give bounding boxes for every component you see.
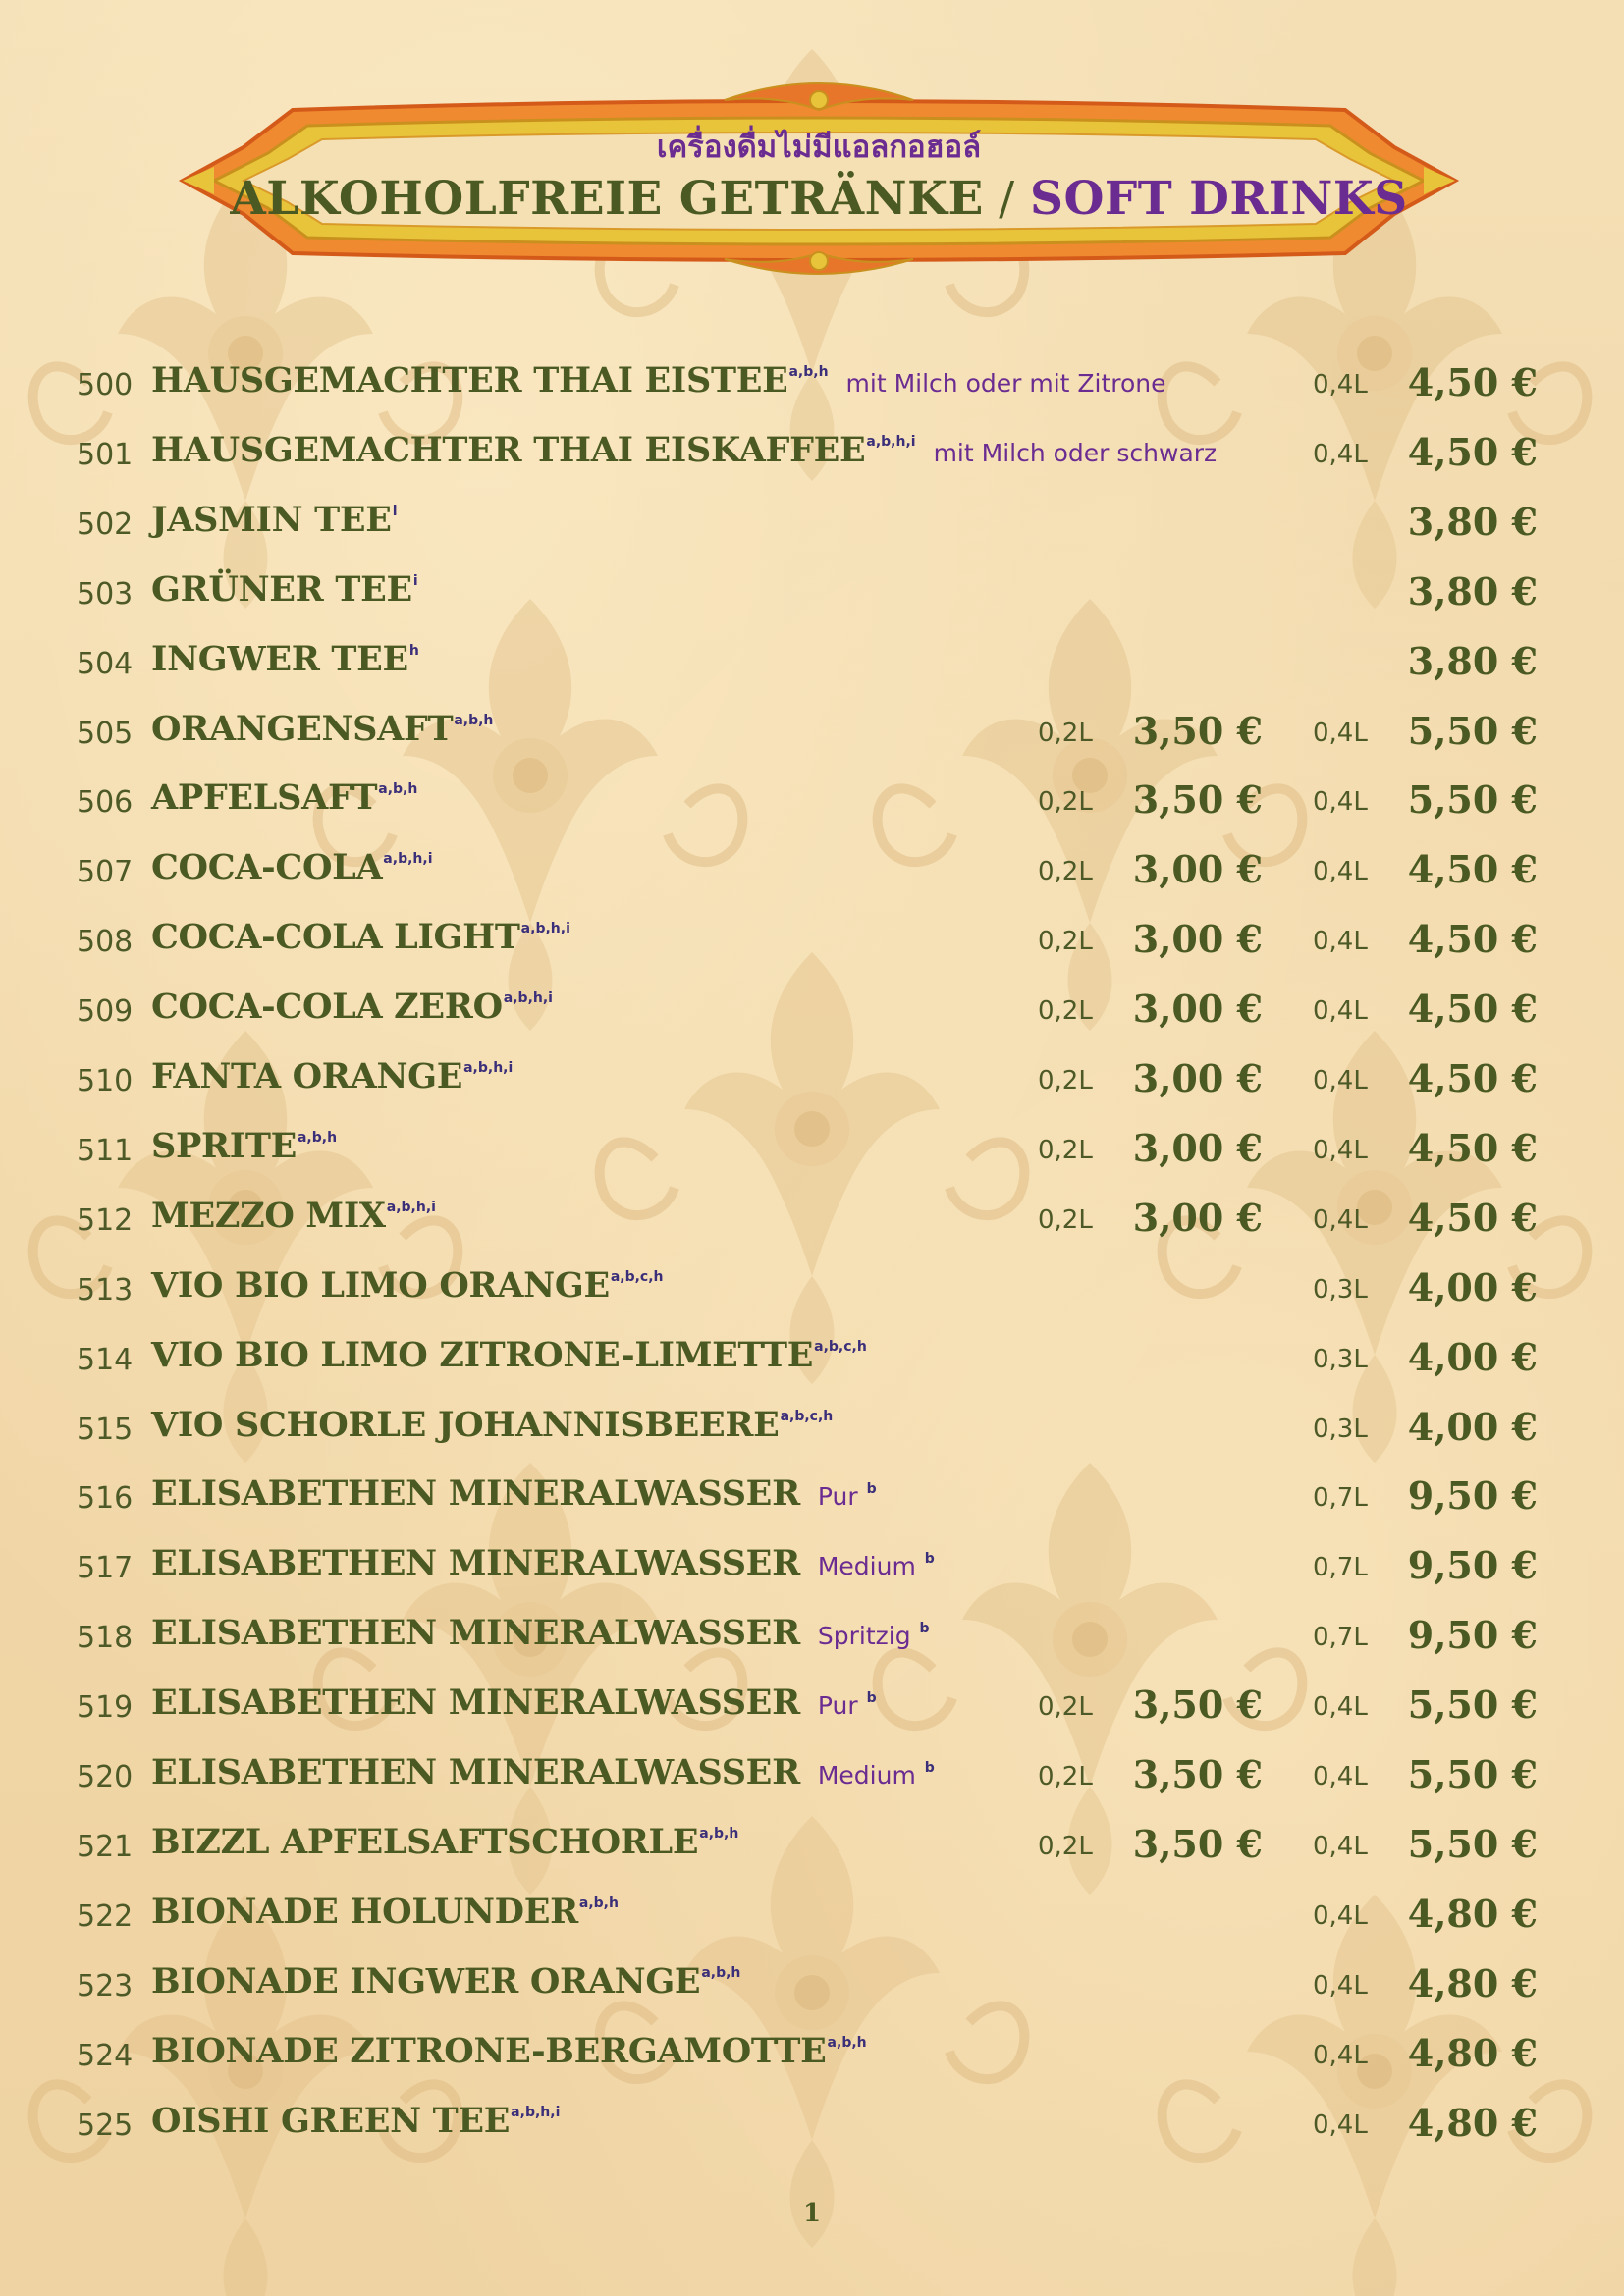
menu-item xyxy=(0,1044,1624,1113)
item-name-text: ELISABETHEN MINERALWASSER xyxy=(151,1473,800,1515)
title-german: ALKOHOLFREIE GETRÄNKE xyxy=(230,172,984,226)
large-price: 5,50 € xyxy=(1407,708,1538,753)
menu-item xyxy=(0,1114,1624,1183)
large-price: 9,50 € xyxy=(1407,1473,1538,1519)
large-price: 4,50 € xyxy=(1407,917,1538,962)
allergen-codes: a,b,h xyxy=(378,781,418,798)
item-name-text: BIONADE HOLUNDER xyxy=(151,1891,578,1932)
allergen-codes: a,b,h,i xyxy=(866,433,916,450)
menu-item xyxy=(0,1184,1624,1253)
small-price: 3,00 € xyxy=(1132,917,1263,962)
large-price: 4,00 € xyxy=(1407,1334,1538,1379)
large-size: 0,4L xyxy=(1313,439,1368,469)
allergen-codes: a,b,h xyxy=(578,1895,619,1911)
large-price: 4,50 € xyxy=(1407,987,1538,1032)
item-name-text: COCA-COLA LIGHT xyxy=(151,917,520,958)
menu-item xyxy=(0,488,1624,557)
allergen-codes: a,b,h xyxy=(699,1825,739,1842)
large-price: 3,80 € xyxy=(1407,638,1538,683)
large-size: 0,4L xyxy=(1313,857,1368,887)
small-size: 0,2L xyxy=(1038,1135,1093,1165)
menu-item xyxy=(0,835,1624,904)
item-number: 505 xyxy=(77,716,134,751)
note-allergen-codes: b xyxy=(866,1481,877,1498)
item-number: 515 xyxy=(77,1412,134,1447)
small-size: 0,2L xyxy=(1038,787,1093,818)
item-name-text: COCA-COLA ZERO xyxy=(151,987,503,1028)
large-price: 5,50 € xyxy=(1407,1682,1538,1728)
item-number: 511 xyxy=(77,1133,134,1168)
allergen-codes: h xyxy=(408,642,419,659)
menu-item xyxy=(0,1323,1624,1392)
item-note-text: Medium xyxy=(817,1761,916,1789)
allergen-codes: a,b,h,i xyxy=(503,990,553,1007)
item-name-text: VIO BIO LIMO ORANGE xyxy=(151,1264,610,1306)
allergen-codes: a,b,h,i xyxy=(520,921,570,937)
item-name xyxy=(151,1126,337,1166)
item-name xyxy=(151,1473,877,1514)
small-size: 0,2L xyxy=(1038,1204,1093,1235)
allergen-codes: a,b,h xyxy=(788,364,829,380)
menu-item xyxy=(0,558,1624,626)
large-size: 0,4L xyxy=(1313,1135,1368,1165)
item-number: 508 xyxy=(77,925,134,960)
item-name xyxy=(151,1682,877,1723)
item-number: 521 xyxy=(77,1829,134,1864)
item-name xyxy=(151,2101,560,2141)
item-name-text: OISHI GREEN TEE xyxy=(151,2100,511,2141)
item-note xyxy=(818,1691,877,1720)
item-number: 519 xyxy=(77,1690,134,1726)
item-name xyxy=(151,1196,436,1236)
item-name xyxy=(151,1405,833,1445)
item-name-text: BIONADE INGWER ORANGE xyxy=(151,1960,701,2002)
title-english: SOFT DRINKS xyxy=(1030,172,1408,226)
small-size: 0,2L xyxy=(1038,927,1093,957)
thai-title: เครื่องดื่มไม่มีแอลกอฮอล์ xyxy=(656,130,982,165)
item-name xyxy=(151,1822,738,1862)
item-name-text: HAUSGEMACHTER THAI EISKAFFEE xyxy=(151,429,866,470)
large-size: 0,4L xyxy=(1313,927,1368,957)
large-size: 0,3L xyxy=(1313,1414,1368,1444)
item-note xyxy=(818,1761,935,1789)
large-size: 0,4L xyxy=(1313,1066,1368,1095)
menu-item xyxy=(0,348,1624,417)
large-size: 0,4L xyxy=(1313,996,1368,1027)
item-note xyxy=(818,1552,935,1580)
large-price: 4,80 € xyxy=(1407,2100,1538,2145)
menu-item xyxy=(0,1671,1624,1739)
small-size: 0,2L xyxy=(1038,718,1093,748)
item-note-text: Pur xyxy=(817,1482,858,1512)
item-name xyxy=(151,639,419,679)
allergen-codes: a,b,h xyxy=(297,1129,338,1146)
item-number: 502 xyxy=(77,507,134,542)
allergen-codes: a,b,h,i xyxy=(511,2104,561,2120)
allergen-codes: a,b,h,i xyxy=(463,1060,514,1076)
item-name-text: ELISABETHEN MINERALWASSER xyxy=(151,1613,800,1654)
item-number: 507 xyxy=(77,855,134,890)
small-price: 3,00 € xyxy=(1132,987,1263,1032)
item-name xyxy=(151,360,1166,400)
menu-item xyxy=(0,418,1624,487)
small-price: 3,00 € xyxy=(1132,847,1263,892)
item-name xyxy=(151,777,417,818)
large-size: 0,7L xyxy=(1313,1483,1368,1514)
item-name xyxy=(151,1752,935,1792)
item-number: 510 xyxy=(77,1064,134,1098)
large-price: 9,50 € xyxy=(1407,1613,1538,1658)
allergen-codes: a,b,c,h xyxy=(610,1268,664,1285)
menu-item xyxy=(0,1740,1624,1809)
page-title xyxy=(175,172,1463,226)
item-number: 514 xyxy=(77,1342,134,1377)
item-note-text: mit Milch oder mit Zitrone xyxy=(845,369,1166,398)
small-size: 0,2L xyxy=(1038,996,1093,1027)
item-name xyxy=(151,1335,867,1375)
item-number: 504 xyxy=(77,646,134,681)
item-name xyxy=(151,987,553,1027)
item-number: 525 xyxy=(77,2108,134,2143)
menu-item xyxy=(0,697,1624,766)
item-name-text: ELISABETHEN MINERALWASSER xyxy=(151,1543,800,1584)
menu-item xyxy=(0,2019,1624,2088)
item-note-text: Medium xyxy=(817,1552,916,1581)
allergen-codes: i xyxy=(412,572,418,589)
item-name-text: HAUSGEMACHTER THAI EISTEE xyxy=(151,360,788,400)
small-price: 3,00 € xyxy=(1132,1195,1263,1240)
item-name xyxy=(151,1543,935,1583)
item-name xyxy=(151,569,418,610)
item-note xyxy=(934,439,1218,467)
item-number: 509 xyxy=(77,994,134,1030)
item-name-text: BIONADE ZITRONE-BERGAMOTTE xyxy=(151,2030,827,2071)
large-price: 4,50 € xyxy=(1407,1125,1538,1170)
item-name xyxy=(151,2031,867,2071)
item-name xyxy=(151,847,433,887)
item-name-text: INGWER TEE xyxy=(151,638,408,679)
item-name-text: ELISABETHEN MINERALWASSER xyxy=(151,1682,800,1724)
note-allergen-codes: b xyxy=(866,1690,877,1707)
item-number: 517 xyxy=(77,1551,134,1586)
item-number: 512 xyxy=(77,1202,134,1238)
small-size: 0,2L xyxy=(1038,1831,1093,1861)
large-price: 3,80 € xyxy=(1407,568,1538,614)
large-size: 0,4L xyxy=(1313,370,1368,400)
item-name-text: BIZZL APFELSAFTSCHORLE xyxy=(151,1821,699,1862)
item-name xyxy=(151,1265,664,1306)
menu-item xyxy=(0,1880,1624,1949)
large-size: 0,4L xyxy=(1313,1204,1368,1235)
menu-item xyxy=(0,1393,1624,1462)
menu-item xyxy=(0,1810,1624,1879)
item-name-text: VIO BIO LIMO ZITRONE-LIMETTE xyxy=(151,1334,814,1375)
item-number: 513 xyxy=(77,1272,134,1308)
small-price: 3,50 € xyxy=(1132,1682,1263,1728)
item-number: 506 xyxy=(77,785,134,821)
title-separator: / xyxy=(983,172,1031,226)
large-size: 0,4L xyxy=(1313,787,1368,818)
menu-item xyxy=(0,1254,1624,1322)
item-name-text: JASMIN TEE xyxy=(151,499,392,540)
menu-item xyxy=(0,627,1624,696)
small-price: 3,50 € xyxy=(1132,708,1263,753)
large-price: 4,80 € xyxy=(1407,1960,1538,2005)
large-size: 0,4L xyxy=(1313,2109,1368,2140)
item-number: 500 xyxy=(77,368,134,402)
large-price: 4,50 € xyxy=(1407,429,1538,474)
small-size: 0,2L xyxy=(1038,857,1093,887)
menu-item xyxy=(0,1601,1624,1670)
allergen-codes: a,b,h,i xyxy=(383,851,433,868)
large-price: 9,50 € xyxy=(1407,1543,1538,1588)
allergen-codes: a,b,h,i xyxy=(386,1199,436,1215)
allergen-codes: a,b,h xyxy=(701,1964,741,1981)
item-note-text: mit Milch oder schwarz xyxy=(933,438,1218,467)
item-name-text: GRÜNER TEE xyxy=(151,568,412,610)
allergen-codes: a,b,c,h xyxy=(814,1338,867,1355)
item-name xyxy=(151,1056,513,1096)
large-size: 0,4L xyxy=(1313,1831,1368,1861)
item-number: 520 xyxy=(77,1760,134,1794)
page-number: 1 xyxy=(802,2199,822,2228)
item-name-text: MEZZO MIX xyxy=(151,1195,386,1236)
item-name xyxy=(151,500,398,540)
item-name-text: COCA-COLA xyxy=(151,847,383,888)
large-price: 5,50 € xyxy=(1407,1821,1538,1866)
large-price: 3,80 € xyxy=(1407,499,1538,544)
item-name xyxy=(151,1892,619,1932)
large-size: 0,4L xyxy=(1313,1900,1368,1931)
item-name xyxy=(151,709,493,749)
menu-item xyxy=(0,1531,1624,1600)
item-number: 523 xyxy=(77,1968,134,2003)
large-price: 4,50 € xyxy=(1407,1056,1538,1100)
allergen-codes: a,b,c,h xyxy=(780,1408,834,1424)
item-number: 518 xyxy=(77,1621,134,1656)
item-name-text: ORANGENSAFT xyxy=(151,708,454,749)
item-name xyxy=(151,1613,930,1653)
item-note-text: Pur xyxy=(817,1691,858,1721)
small-size: 0,2L xyxy=(1038,1692,1093,1723)
item-name-text: SPRITE xyxy=(151,1125,297,1166)
large-price: 4,50 € xyxy=(1407,847,1538,892)
item-name-text: ELISABETHEN MINERALWASSER xyxy=(151,1752,800,1792)
item-number: 524 xyxy=(77,2038,134,2073)
large-size: 0,4L xyxy=(1313,1762,1368,1791)
item-number: 503 xyxy=(77,576,134,612)
large-size: 0,4L xyxy=(1313,1970,1368,2001)
small-price: 3,50 € xyxy=(1132,1752,1263,1796)
item-name-text: VIO SCHORLE JOHANNISBEERE xyxy=(151,1404,780,1445)
large-price: 4,50 € xyxy=(1407,1195,1538,1240)
allergen-codes: i xyxy=(392,503,398,519)
large-size: 0,3L xyxy=(1313,1274,1368,1305)
menu-item xyxy=(0,1949,1624,2018)
small-price: 3,50 € xyxy=(1132,1821,1263,1866)
large-size: 0,3L xyxy=(1313,1344,1368,1374)
item-note xyxy=(818,1622,930,1650)
allergen-codes: a,b,h xyxy=(827,2034,867,2051)
item-note xyxy=(846,369,1166,398)
note-allergen-codes: b xyxy=(919,1621,930,1637)
item-name xyxy=(151,1961,740,2002)
item-number: 501 xyxy=(77,437,134,472)
small-price: 3,50 € xyxy=(1132,777,1263,823)
large-size: 0,7L xyxy=(1313,1623,1368,1653)
large-size: 0,4L xyxy=(1313,2040,1368,2070)
large-size: 0,7L xyxy=(1313,1553,1368,1583)
note-allergen-codes: b xyxy=(924,1760,935,1776)
item-note-text: Spritzig xyxy=(817,1622,911,1651)
menu-item xyxy=(0,2089,1624,2158)
item-name-text: APFELSAFT xyxy=(151,777,378,819)
small-price: 3,00 € xyxy=(1132,1056,1263,1100)
header-banner xyxy=(175,71,1463,282)
large-size: 0,4L xyxy=(1313,718,1368,748)
note-allergen-codes: b xyxy=(924,1551,935,1568)
large-price: 5,50 € xyxy=(1407,777,1538,823)
item-name xyxy=(151,917,570,957)
large-price: 4,00 € xyxy=(1407,1404,1538,1449)
small-size: 0,2L xyxy=(1038,1066,1093,1095)
menu-item xyxy=(0,766,1624,834)
small-size: 0,2L xyxy=(1038,1762,1093,1791)
large-price: 4,80 € xyxy=(1407,1891,1538,1936)
allergen-codes: a,b,h xyxy=(454,712,494,728)
menu-item xyxy=(0,975,1624,1043)
menu-item xyxy=(0,1462,1624,1530)
item-name xyxy=(151,430,1217,470)
small-price: 3,00 € xyxy=(1132,1125,1263,1170)
item-name-text: FANTA ORANGE xyxy=(151,1056,463,1096)
menu-item xyxy=(0,905,1624,974)
large-price: 4,80 € xyxy=(1407,2030,1538,2075)
large-size: 0,4L xyxy=(1313,1692,1368,1723)
item-note xyxy=(818,1482,877,1511)
item-number: 516 xyxy=(77,1481,134,1517)
large-price: 4,50 € xyxy=(1407,360,1538,404)
large-price: 5,50 € xyxy=(1407,1752,1538,1796)
large-price: 4,00 € xyxy=(1407,1264,1538,1309)
item-number: 522 xyxy=(77,1898,134,1934)
